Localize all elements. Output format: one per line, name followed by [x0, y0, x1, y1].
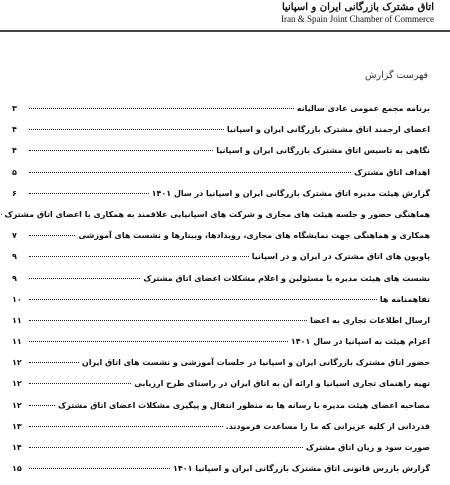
toc-entry-page-number: ۹ — [12, 252, 17, 262]
dot-leader — [29, 150, 213, 151]
toc-entry-title: صورت سود و زیان اتاق مشترک — [305, 443, 430, 452]
toc-entry-title: اهداف اتاق مشترک — [354, 167, 430, 177]
toc-entry-page-number: ۳ — [12, 104, 17, 113]
dot-leader — [29, 426, 223, 427]
toc-entry-page-number: ۴ — [12, 146, 17, 156]
toc-entry[interactable] — [12, 316, 430, 337]
letterhead — [281, 2, 434, 25]
toc-entry-title: نشست های هیئت مدیره با مسئولین و اعلام مشکلات اعضای اتاق مشترک — [143, 273, 430, 283]
toc-entry-title: برنامه مجمع عمومی عادی سالیانه — [296, 104, 430, 113]
toc-entry-title: اعضای ارجمند اتاق مشترک بازرگانی ایران و اسپانیا — [226, 125, 430, 135]
toc-entry[interactable] — [12, 464, 430, 485]
toc-entry-title: تهیه راهنمای تجاری اسپانیا و ارائه آن به اتاق ایران در راستای طرح ارزیابی — [134, 379, 430, 389]
dot-leader — [29, 447, 303, 448]
toc-entry[interactable] — [12, 104, 430, 125]
chamber-name-english: Iran & Spain Joint Chamber of Commerce — [281, 14, 434, 24]
toc-entry-title: نگاهی به تاسیس اتاق مشترک بازرگانی ایران و اسپانیا — [216, 146, 430, 156]
dot-leader — [29, 108, 294, 109]
toc-entry-title: همکاری و هماهنگی جهت نمایشگاه های مجازی، رویدادها، وبینارها و نشست های آموزشی — [78, 231, 430, 241]
toc-entry[interactable] — [12, 168, 430, 189]
toc-entry[interactable] — [12, 443, 430, 464]
toc-entry[interactable] — [12, 146, 430, 167]
dot-leader — [29, 341, 288, 342]
toc-entry-title: گزارش هیئت مدیره اتاق مشترک بازرگانی ایران و اسپانیا در سال ۱۴۰۱ — [151, 188, 430, 198]
toc-entry-page-number: ۱۲ — [12, 379, 22, 389]
toc-entry[interactable] — [12, 125, 430, 146]
toc-heading: فهرست گزارش — [364, 70, 428, 81]
toc-entry[interactable] — [12, 252, 430, 273]
toc-entry-page-number: ۱۰ — [12, 294, 22, 304]
toc-entry-title: گزارش بازرس قانونی اتاق مشترک بازرگانی ایران و اسپانیا ۱۴۰۱ — [172, 464, 430, 474]
dot-leader — [29, 320, 307, 321]
toc-entry-title: قدردانی از کلیه عزیزانی که ما را مساعدت فرمودند. — [225, 421, 430, 431]
toc-entry-page-number: ۱۴ — [12, 443, 22, 452]
dot-leader — [29, 193, 149, 194]
toc-entry[interactable] — [12, 337, 430, 358]
toc-entry[interactable] — [12, 189, 430, 210]
dot-leader — [29, 256, 249, 257]
dot-leader — [29, 362, 79, 363]
toc-entry-page-number: ۱۲ — [12, 358, 22, 368]
toc-entry[interactable] — [12, 231, 430, 252]
toc-entry-page-number: ۱۵ — [12, 464, 22, 474]
toc-entry-page-number: ۱۱ — [12, 315, 22, 325]
toc-entry-title: ارسال اطلاعات تجاری به اعضا — [310, 315, 430, 325]
toc-entry-page-number: ۵ — [12, 167, 17, 177]
toc-entry[interactable] — [12, 358, 430, 379]
toc-entry-page-number: ۱۳ — [12, 421, 22, 431]
dot-leader — [29, 129, 224, 130]
toc-entry-page-number: ۷ — [12, 231, 17, 241]
toc-entry-page-number: ۴ — [12, 125, 17, 135]
dot-leader — [29, 468, 170, 469]
toc-entry-title: حضور اتاق مشترک بازرگانی ایران و اسپانیا در جلسات آموزشی و نشست های اتاق ایران — [81, 358, 430, 368]
dot-leader — [29, 299, 377, 300]
toc-entry[interactable] — [12, 274, 430, 295]
dot-leader — [29, 278, 140, 279]
dot-leader — [29, 405, 55, 406]
dot-leader — [0, 214, 2, 215]
toc-entry-title: مصاحبه اعضای هیئت مدیره با رسانه ها به منظور انتقال و پیگیری مشکلات اعضای اتاق مشترک — [57, 400, 430, 410]
toc-entry-title: هماهنگی حضور و جلسه هیئت های مجازی و شرکت های اسپانیایی علاقمند به همکاری با اعضای اتاق مشترک — [4, 209, 430, 219]
dot-leader — [29, 172, 351, 173]
toc-entry-title: اعزام هیئت به اسپانیا در سال ۱۴۰۱ — [290, 337, 430, 347]
toc-entry-page-number: ۶ — [12, 188, 17, 198]
toc-entry-title: پاویون های اتاق مشترک در ایران و در اسپانیا — [251, 252, 430, 262]
toc-entry[interactable] — [12, 295, 430, 316]
toc-entry[interactable] — [12, 379, 430, 400]
toc-entry[interactable] — [4, 209, 430, 231]
toc-entry-page-number: ۱۱ — [12, 337, 22, 347]
table-of-contents — [4, 104, 430, 485]
toc-entry-page-number: ۹ — [12, 273, 17, 283]
toc-entry[interactable] — [12, 422, 430, 443]
toc-entry-page-number: ۱۲ — [12, 400, 22, 410]
dot-leader — [29, 235, 75, 236]
chamber-name-persian: اتاق مشترک بازرگانی ایران و اسپانیا — [281, 2, 434, 13]
toc-entry-title: تفاهمنامه ها — [379, 294, 430, 304]
dot-leader — [29, 383, 131, 384]
header-divider — [0, 30, 450, 32]
toc-entry[interactable] — [12, 401, 430, 422]
